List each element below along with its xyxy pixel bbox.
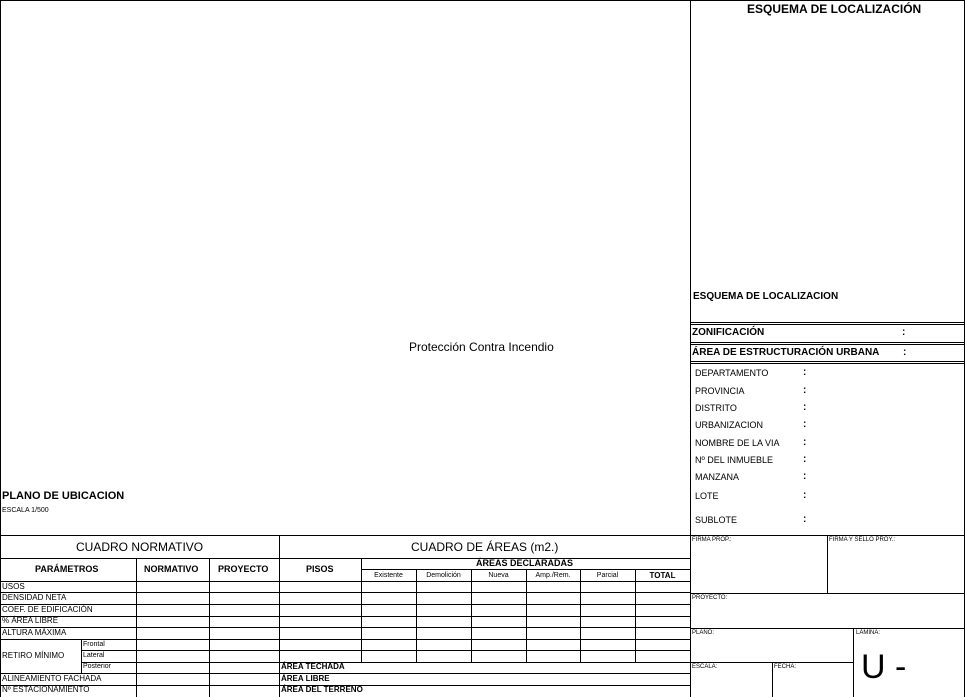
- divider-area-bottom: [690, 361, 965, 362]
- col-proyecto: PROYECTO: [218, 564, 269, 574]
- location-field-colon: :: [803, 490, 807, 501]
- location-field-colon: :: [803, 454, 807, 465]
- areas-row-line: [279, 592, 690, 593]
- divider-zonificacion-top: [690, 322, 965, 323]
- location-field-label: NOMBRE DE LA VIA: [695, 438, 780, 448]
- areas-row-line: [279, 604, 690, 605]
- title-block-line-1: [690, 593, 965, 594]
- area-estructuracion-label: ÁREA DE ESTRUCTURACIÓN URBANA: [692, 347, 880, 358]
- areas-col-header: TOTAL: [649, 571, 676, 580]
- location-field-label: DEPARTAMENTO: [695, 368, 769, 378]
- retiro-sub-label: Posterior: [83, 663, 112, 670]
- lamina-divider: [853, 628, 854, 697]
- escala-fecha-divider: [772, 662, 773, 697]
- areas-col-header: Amp./Rem.: [535, 572, 571, 579]
- divider-area-bottom-2: [690, 363, 965, 364]
- location-field-colon: :: [803, 367, 807, 378]
- plan-title: PLANO DE UBICACION: [2, 490, 125, 502]
- areas-col-header: Demolición: [426, 572, 461, 579]
- col-parametros: PARÁMETROS: [35, 564, 99, 574]
- areas-row-line: [279, 627, 690, 628]
- area-estructuracion-colon: :: [903, 347, 907, 358]
- normativo-row-label: ALTURA MÁXIMA: [2, 628, 67, 637]
- title-block-line-2: [690, 628, 965, 629]
- firma-sello-label: FIRMA Y SELLO PROY.:: [829, 537, 896, 543]
- areas-col-header: Parcial: [596, 572, 619, 579]
- bottom-section-divider: [0, 535, 965, 536]
- sheet-number: U -: [861, 648, 907, 686]
- location-field-colon: :: [803, 402, 807, 413]
- divider-zonificacion-bottom-2: [690, 344, 965, 345]
- firma-prop-label: FIRMA PROP.:: [692, 537, 732, 543]
- normativo-row-line: [81, 650, 279, 651]
- location-field-colon: :: [803, 419, 807, 430]
- location-field-label: PROVINCIA: [695, 386, 745, 396]
- retiro-sub-divider: [81, 639, 82, 673]
- normativo-row-label: % ÁREA LIBRE: [2, 616, 59, 625]
- location-field-label: MANZANA: [695, 472, 740, 482]
- location-field-label: URBANIZACION: [695, 420, 764, 430]
- location-field-label: DISTRITO: [695, 403, 737, 413]
- areas-title: CUADRO DE ÁREAS (m2.): [411, 540, 559, 554]
- table-header-line: [0, 581, 690, 582]
- normativo-title: CUADRO NORMATIVO: [76, 540, 204, 554]
- alineamiento-label: ALINEAMIENTO FACHADA: [2, 674, 102, 683]
- areas-row-line: [279, 616, 690, 617]
- col-normativo: NORMATIVO: [144, 564, 199, 574]
- location-header: ESQUEMA DE LOCALIZACIÓN: [747, 2, 922, 16]
- estacionamiento-label: Nº ESTACIONAMIENTO: [2, 685, 90, 694]
- firma-divider: [827, 535, 828, 593]
- plano-label: PLANO:: [692, 630, 715, 636]
- areas-row-line: [279, 639, 690, 640]
- areas-col-header: Existente: [374, 572, 403, 579]
- location-field-label: Nº DEL INMUEBLE: [695, 455, 773, 465]
- lamina-label: LÁMINA:: [856, 630, 881, 636]
- location-field-colon: :: [803, 385, 807, 396]
- col-pisos: PISOS: [306, 564, 334, 574]
- declaradas-header: ÁREAS DECLARADAS: [476, 558, 574, 568]
- divider-zonificacion-top-2: [690, 324, 965, 325]
- zonificacion-colon: :: [902, 327, 906, 338]
- normativo-row-line: [0, 639, 279, 640]
- location-field-label: SUBLOTE: [695, 515, 738, 525]
- location-field-colon: :: [803, 514, 807, 525]
- normativo-row-label: USOS: [2, 582, 25, 591]
- location-field-label: LOTE: [695, 491, 719, 501]
- location-field-colon: :: [803, 437, 807, 448]
- fecha-label: FECHA:: [774, 664, 797, 670]
- area-libre-label: ÁREA LIBRE: [281, 674, 330, 683]
- areas-col-header: Nueva: [488, 572, 509, 579]
- location-field-colon: :: [803, 471, 807, 482]
- zonificacion-label: ZONIFICACIÓN: [692, 327, 765, 338]
- escala-label: ESCALA:: [692, 664, 718, 670]
- normativo-title-line: [0, 558, 690, 559]
- normativo-row-label: COEF. DE EDIFICACIÓN: [2, 605, 93, 614]
- normativo-row-label: DENSIDAD NETA: [2, 593, 67, 602]
- areas-row-line: [279, 673, 690, 674]
- plan-scale: ESCALA 1/500: [2, 507, 49, 514]
- area-terreno-label: ÁREA DEL TERRENO: [281, 685, 363, 694]
- area-techada-label: ÁREA TECHADA: [281, 662, 345, 671]
- plan-center-label: Protección Contra Incendio: [409, 340, 554, 354]
- proyecto-label: PROYECTO:: [692, 595, 728, 601]
- location-footer: ESQUEMA DE LOCALIZACION: [693, 291, 839, 302]
- areas-row-line: [279, 650, 690, 651]
- retiro-sub-label: Frontal: [83, 641, 105, 648]
- divider-zonificacion-bottom: [690, 342, 965, 343]
- retiro-sub-label: Lateral: [83, 652, 105, 659]
- retiro-label: RETIRO MÍNIMO: [2, 651, 65, 660]
